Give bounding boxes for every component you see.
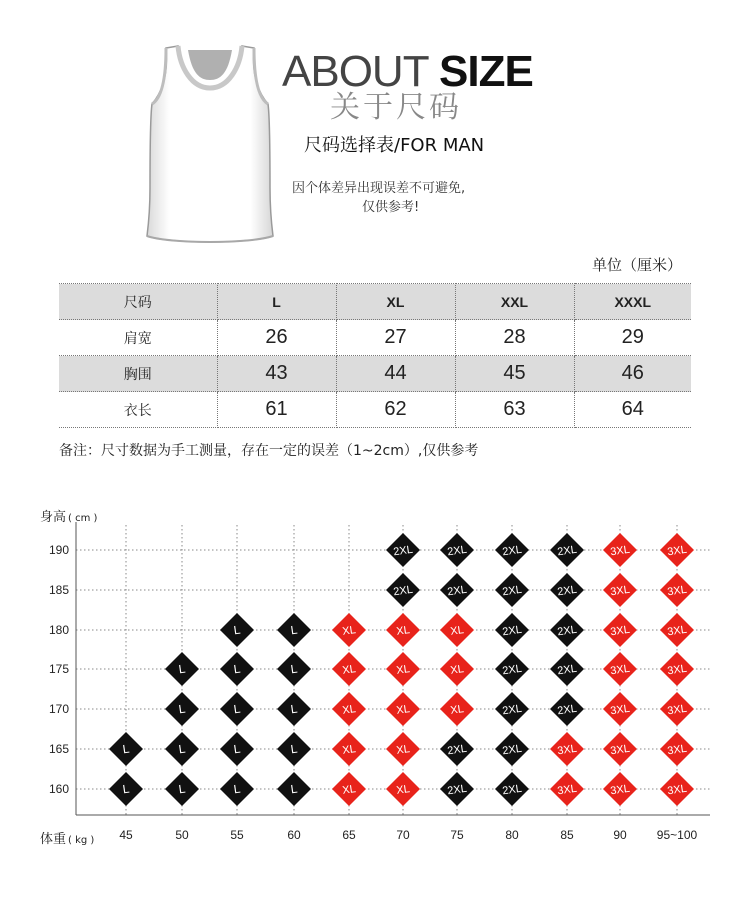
tank-top-illustration	[140, 38, 280, 248]
title-size: SIZE	[439, 47, 533, 96]
row-label-shoulder: 肩宽	[59, 320, 217, 356]
x-tick-label: 60	[287, 828, 301, 842]
x-tick-label: 65	[342, 828, 356, 842]
y-axis-unit: ( cm )	[68, 513, 98, 524]
size-marker-label: L	[177, 661, 187, 677]
size-marker-label: XL	[449, 703, 465, 717]
size-marker-label: 3XL	[609, 702, 631, 718]
size-marker-label: XL	[341, 783, 357, 797]
page-title	[282, 48, 533, 96]
size-marker-label: L	[121, 781, 131, 797]
size-marker-label: 3XL	[666, 702, 688, 718]
row-label-chest: 胸围	[59, 356, 217, 392]
y-tick-label: 180	[48, 623, 69, 637]
size-marker-label: XL	[395, 783, 411, 797]
title-about: ABOUT	[282, 47, 440, 96]
size-marker-label: L	[232, 781, 242, 797]
size-marker-label: 2XL	[556, 583, 578, 599]
size-marker-label: 2XL	[446, 583, 468, 599]
size-marker-label: 2XL	[501, 543, 523, 559]
size-marker-label: XL	[395, 663, 411, 677]
size-marker-label: 3XL	[666, 543, 688, 559]
size-marker-label: 2XL	[501, 702, 523, 718]
x-tick-label: 45	[119, 828, 133, 842]
x-tick-label: 55	[230, 828, 244, 842]
size-marker-label: L	[177, 781, 187, 797]
size-marker-label: 3XL	[666, 623, 688, 639]
header-xxl: XXL	[455, 284, 574, 320]
size-marker-label: 3XL	[609, 742, 631, 758]
size-marker-label: L	[232, 661, 242, 677]
size-marker-label: 3XL	[666, 742, 688, 758]
x-tick-label: 90	[613, 828, 627, 842]
table-cell: 44	[336, 356, 455, 392]
size-marker-label: 2XL	[501, 623, 523, 639]
size-marker-label: 2XL	[556, 543, 578, 559]
header-size: 尺码	[59, 284, 217, 320]
size-marker-label: 3XL	[666, 662, 688, 678]
size-marker-label: 2XL	[501, 662, 523, 678]
table-row	[59, 356, 691, 392]
disclaimer-line-2: 仅供参考!	[362, 200, 420, 215]
size-marker-label: 2XL	[556, 662, 578, 678]
x-axis-unit: ( kg )	[68, 835, 95, 846]
table-cell: 63	[455, 392, 574, 428]
x-tick-label: 85	[560, 828, 574, 842]
size-marker-label: 3XL	[666, 782, 688, 798]
size-marker-label: 2XL	[392, 543, 414, 559]
size-marker-label: XL	[341, 703, 357, 717]
form-title: 尺码选择表/FOR MAN	[304, 135, 485, 156]
table-row	[59, 320, 691, 356]
y-tick-label: 175	[48, 662, 69, 676]
header-xxxl: XXXL	[574, 284, 691, 320]
table-cell: 28	[455, 320, 574, 356]
size-marker-label: L	[177, 741, 187, 757]
y-tick-label: 190	[48, 543, 69, 557]
header-xl: XL	[336, 284, 455, 320]
x-tick-label: 70	[396, 828, 410, 842]
size-marker-label: 3XL	[609, 782, 631, 798]
size-marker-label: 2XL	[446, 782, 468, 798]
size-marker-label: L	[289, 741, 299, 757]
size-marker-label: L	[232, 741, 242, 757]
size-marker-label: 2XL	[501, 742, 523, 758]
size-marker-label: 2XL	[556, 623, 578, 639]
size-marker-label: 3XL	[609, 583, 631, 599]
size-table	[59, 283, 691, 428]
table-cell: 29	[574, 320, 691, 356]
size-marker-label: L	[232, 701, 242, 717]
header-l: L	[217, 284, 336, 320]
table-cell: 64	[574, 392, 691, 428]
size-marker-label: XL	[341, 624, 357, 638]
y-tick-label: 170	[48, 702, 69, 716]
table-cell: 46	[574, 356, 691, 392]
size-marker-label: XL	[449, 624, 465, 638]
table-cell: 61	[217, 392, 336, 428]
size-marker-label: L	[232, 622, 242, 638]
y-axis-title: 身高	[40, 510, 67, 525]
title-chinese: 关于尺码	[330, 90, 462, 125]
size-chart	[0, 500, 750, 899]
size-marker-label: XL	[395, 624, 411, 638]
size-marker-label: 2XL	[501, 583, 523, 599]
size-marker-label: 2XL	[446, 742, 468, 758]
table-row	[59, 392, 691, 428]
size-marker-label: 2XL	[392, 583, 414, 599]
size-marker-label: L	[177, 701, 187, 717]
size-marker-label: 3XL	[556, 782, 578, 798]
y-tick-label: 165	[48, 742, 69, 756]
x-tick-label: 80	[505, 828, 519, 842]
size-marker-label: L	[289, 781, 299, 797]
size-marker-label: L	[121, 741, 131, 757]
table-cell: 27	[336, 320, 455, 356]
size-marker-label: 2XL	[556, 702, 578, 718]
y-tick-label: 160	[48, 782, 69, 796]
row-label-length: 衣长	[59, 392, 217, 428]
size-marker-label: XL	[341, 743, 357, 757]
size-marker-label: L	[289, 661, 299, 677]
size-marker-label: 3XL	[666, 583, 688, 599]
unit-label: 单位（厘米）	[592, 256, 683, 274]
size-marker-label: L	[289, 622, 299, 638]
table-cell: 62	[336, 392, 455, 428]
x-tick-label: 75	[450, 828, 464, 842]
size-marker-label: 3XL	[609, 623, 631, 639]
x-axis-title: 体重	[40, 832, 67, 847]
disclaimer-line-1: 因个体差异出现误差不可避免,	[292, 181, 466, 196]
size-marker-label: XL	[449, 663, 465, 677]
size-marker-label: 3XL	[556, 742, 578, 758]
size-marker-label: XL	[395, 743, 411, 757]
size-marker-label: 3XL	[609, 662, 631, 678]
size-marker-label: XL	[395, 703, 411, 717]
table-header-row	[59, 284, 691, 320]
size-marker-label: 3XL	[609, 543, 631, 559]
size-marker-label: 2XL	[446, 543, 468, 559]
size-marker-label: L	[289, 701, 299, 717]
table-remark: 备注：尺寸数据为手工测量，存在一定的误差（1~2cm）,仅供参考	[59, 443, 479, 459]
x-tick-label: 95~100	[656, 828, 698, 842]
y-tick-label: 185	[48, 583, 69, 597]
size-marker-label: XL	[341, 663, 357, 677]
x-tick-label: 50	[175, 828, 189, 842]
table-cell: 26	[217, 320, 336, 356]
size-marker-label: 2XL	[501, 782, 523, 798]
table-cell: 43	[217, 356, 336, 392]
table-cell: 45	[455, 356, 574, 392]
